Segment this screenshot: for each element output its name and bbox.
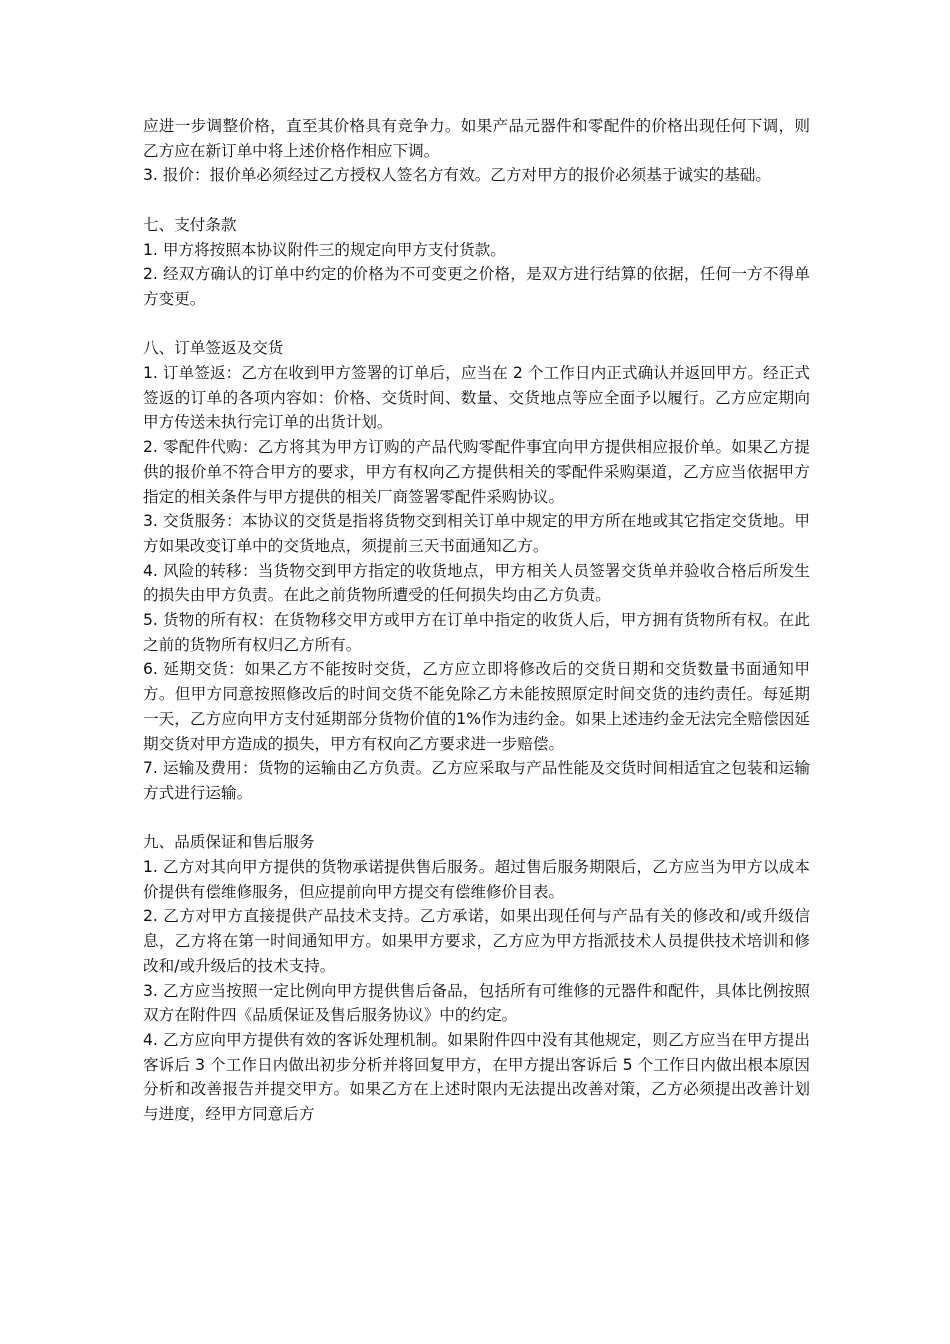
section-heading: 七、支付条款 xyxy=(143,215,237,234)
paragraph: 2. 经双方确认的订单中约定的价格为不可变更之价格，是双方进行结算的依据，任何一方不得单方变更。 xyxy=(143,265,810,308)
paragraph: 4. 乙方应向甲方提供有效的客诉处理机制。如果附件四中没有其他规定，则乙方应当在甲方提出客诉后 3 个工作日内做出初步分析并将回复甲方，在甲方提出客诉后 5 个工作日内做出根本原因分析和改善报告并提交甲方。如果乙方在上述时限内无法提出改善对策，乙方必须提出改善计划与进度，经甲方同意后方 xyxy=(143,1030,810,1124)
paragraph: 1. 乙方对其向甲方提供的货物承诺提供售后服务。超过售后服务期限后，乙方应当为甲方以成本价提供有偿维修服务，但应提前向甲方提交有偿维修价目表。 xyxy=(143,858,810,901)
section-gap xyxy=(143,312,810,337)
paragraph: 应进一步调整价格，直至其价格具有竞争力。如果产品元器件和零配件的价格出现任何下调，则乙方应在新订单中将上述价格作相应下调。 xyxy=(143,117,810,160)
paragraph: 4. 风险的转移：当货物交到甲方指定的收货地点，甲方相关人员签署交货单并验收合格后所发生的损失由甲方负责。在此之前货物所遭受的任何损失均由乙方负责。 xyxy=(143,561,810,605)
section-heading: 八、订单签返及交货 xyxy=(143,339,284,358)
paragraph: 3. 交货服务：本协议的交货是指将货物交到相关订单中规定的甲方所在地或其它指定交货地。甲方如果改变订单中的交货地点，须提前三天书面通知乙方。 xyxy=(143,512,810,555)
paragraph: 2. 乙方对甲方直接提供产品技术支持。乙方承诺，如果出现任何与产品有关的修改和/或升级信息，乙方将在第一时间通知甲方。如果甲方要求，乙方应为甲方指派技术人员提供技术培训和修改和/或升级后的技术支持。 xyxy=(143,907,810,975)
section-heading: 九、品质保证和售后服务 xyxy=(143,833,315,852)
paragraph: 3. 报价：报价单必须经过乙方授权人签名方有效。乙方对甲方的报价必须基于诚实的基础。 xyxy=(143,166,771,185)
paragraph: 1. 订单签返：乙方在收到甲方签署的订单后，应当在 2 个工作日内正式确认并返回甲方。经正式签返的订单的各项内容如：价格、交货时间、数量、交货地点等应全面予以履行。乙方应定期向甲方传送未执行完订单的出货计划。 xyxy=(143,364,810,432)
paragraph: 1. 甲方将按照本协议附件三的规定向甲方支付货款。 xyxy=(143,240,506,259)
document-page xyxy=(143,114,810,1127)
paragraph: 3. 乙方应当按照一定比例向甲方提供售后备品，包括所有可维修的元器件和配件，具体比例按照双方在附件四《品质保证及售后服务协议》中的约定。 xyxy=(143,981,810,1025)
paragraph: 6. 延期交货：如果乙方不能按时交货，乙方应立即将修改后的交货日期和交货数量书面通知甲方。但甲方同意按照修改后的时间交货不能免除乙方未能按照原定时间交货的违约责任。每延期一天，乙方应向甲方支付延期部分货物价值的1%作为违约金。如果上述违约金无法完全赔偿因延期交货对甲方造成的损失，甲方有权向乙方要求进一步赔偿。 xyxy=(143,660,810,753)
paragraph: 5. 货物的所有权：在货物移交甲方或甲方在订单中指定的收货人后，甲方拥有货物所有权。在此之前的货物所有权归乙方所有。 xyxy=(143,611,810,654)
section-gap xyxy=(143,188,810,213)
paragraph: 2. 零配件代购：乙方将其为甲方订购的产品代购零配件事宜向甲方提供相应报价单。如果乙方提供的报价单不符合甲方的要求，甲方有权向乙方提供相关的零配件采购渠道，乙方应当依据甲方指定的相关条件与甲方提供的相关厂商签署零配件采购协议。 xyxy=(143,438,810,506)
section-gap xyxy=(143,806,810,831)
paragraph: 7. 运输及费用：货物的运输由乙方负责。乙方应采取与产品性能及交货时间相适宜之包装和运输方式进行运输。 xyxy=(143,759,810,802)
